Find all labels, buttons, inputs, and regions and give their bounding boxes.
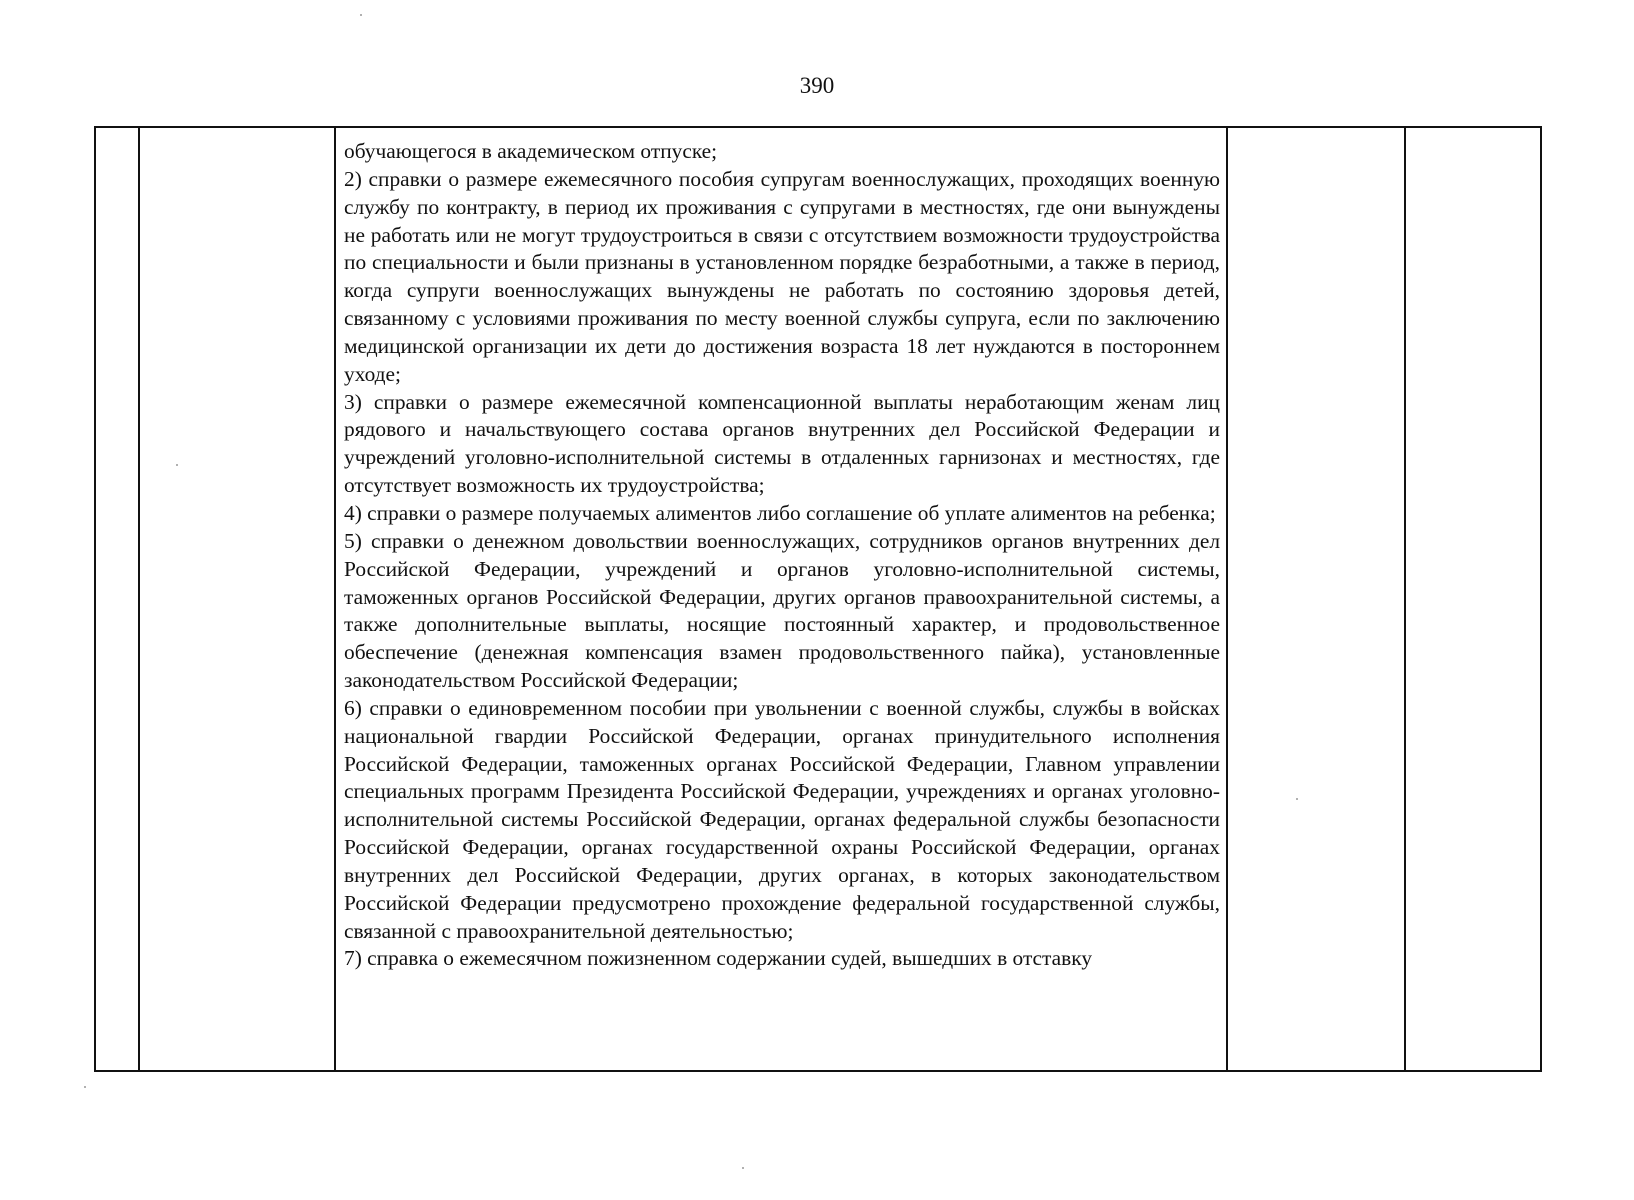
scan-speck: [742, 1167, 744, 1169]
table-cell-text: [344, 138, 1220, 973]
paragraph: 3) справки о размере ежемесячной компенсационной выплаты неработающим женам лиц рядового и начальствующего состава органов внутренних дел Российской Федерации и учреждений уголовно-исполнительной системы в отдаленных гарнизонах и местностях, где отсутствует возможность их трудоустройства;: [344, 389, 1220, 498]
scan-speck: [1296, 798, 1298, 800]
paragraph: обучающегося в академическом отпуске;: [344, 139, 718, 163]
scan-speck: [176, 464, 178, 466]
scan-speck: [84, 1086, 86, 1088]
paragraph: 7) справка о ежемесячном пожизненном содержании судей, вышедших в отставку: [344, 946, 1093, 971]
table-column-divider: [1226, 128, 1228, 1070]
table-column-divider: [1404, 128, 1406, 1070]
paragraph: 5) справки о денежном довольствии военнослужащих, сотрудников органов внутренних дел Российской Федерации, учреждений и органов уголовно-исполнительной системы, таможенных органов Российской Федерации, других органов правоохранительной системы, а также дополнительные выплаты, носящие постоянный характер, и продовольственное обеспечение (денежная компенсация взамен продовольственного пайка), установленные законодательством Российской Федерации;: [344, 528, 1220, 693]
table-column-divider: [138, 128, 140, 1070]
paragraph: 6) справки о единовременном пособии при увольнении с военной службы, службы в войсках национальной гвардии Российской Федерации, органах принудительного исполнения Российской Федерации, таможенных органах Российской Федерации, Главном управлении специальных программ Президента Российской Федерации, учреждениях и органах уголовно-исполнительной системы Российской Федерации, органах федеральной службы безопасности Российской Федерации, органах государственной охраны Российской Федерации, органах внутренних дел Российской Федерации, других органах, в которых законодательством Российской Федерации предусмотрено прохождение федеральной государственной службы, связанной с правоохранительной деятельностью;: [344, 695, 1220, 943]
document-table: [94, 126, 1542, 1072]
page-number: 390: [799, 73, 835, 98]
paragraph: 2) справки о размере ежемесячного пособия супругам военнослужащих, проходящих военную службу по контракту, в период их проживания с супругами в местностях, где они вынуждены не работать или не могут трудоустроиться в связи с отсутствием возможности трудоустройства по специальности и были признаны в установленном порядке безработными, а также в период, когда супруги военнослужащих вынуждены не работать по состоянию здоровья детей, связанному с условиями проживания по месту военной службы супруга, если по заключению медицинской организации их дети до достижения возраста 18 лет нуждаются в постороннем уходе;: [344, 166, 1220, 386]
paragraph: 4) справки о размере получаемых алиментов либо соглашение об уплате алиментов на ребенка;: [344, 500, 1216, 525]
scan-speck: [360, 14, 362, 16]
table-column-divider: [334, 128, 336, 1070]
